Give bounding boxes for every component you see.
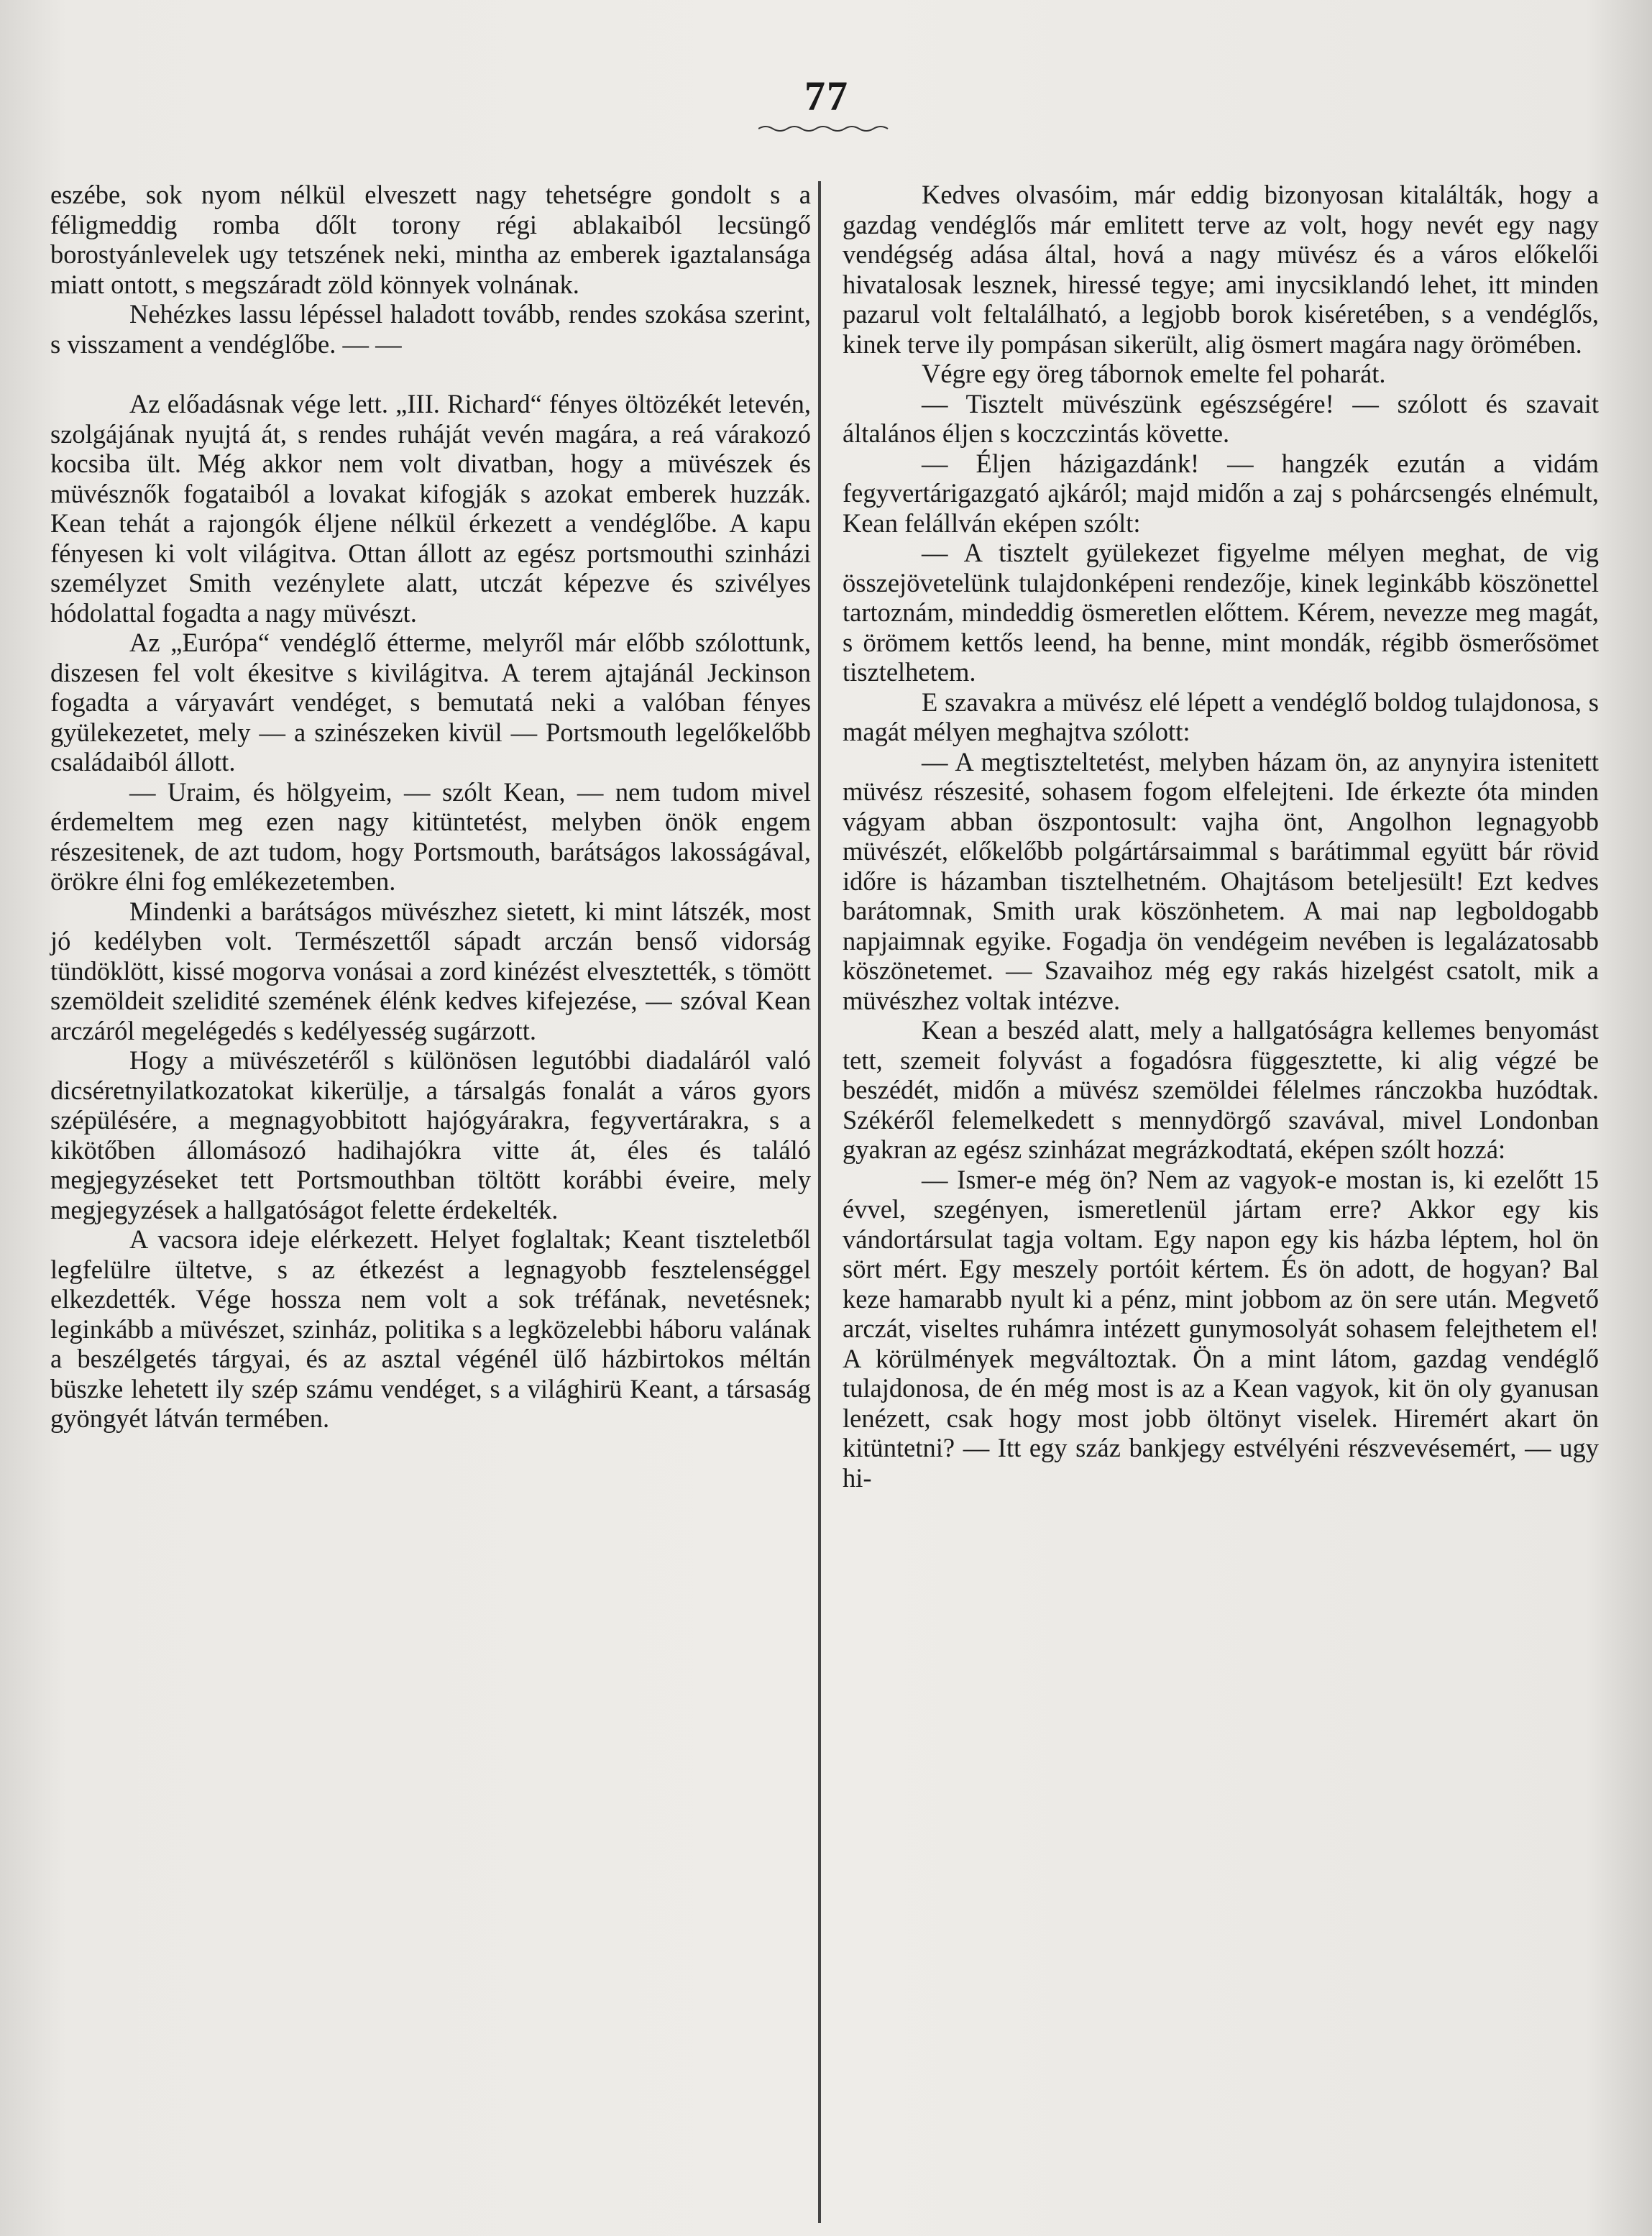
paragraph: Az előadásnak vége lett. „III. Richard“ fényes öltözékét letevén, szolgájának nyujtá át, s rendes ruháját vevén magára, a reá várakozó kocsiba ült. Még akkor nem volt divatban, hogy a müvészek és müvésznők fogataiból a lovakat kifogják s azokat emberek huzzák. Kean tehát a rajongók éljene nélkül érkezett a vendéglőbe. A kapu fényesen ki volt világitva. Ottan állott az egész portsmouthi szinházi személyzet Smith vezénylete alatt, utczát képezve és szivélyes hódolattal fogadta a nagy müvészt. (50, 389, 811, 628)
paragraph: Az „Európa“ vendéglő étterme, melyről már előbb szólottunk, diszesen fel volt ékesitve s kivilágitva. A terem ajtajánál Jeckinson fogadta a váryavárt vendéget, s bemutatá neki a valóban fényes gyülekezetet, mely — a szinészeken kivül — Portsmouth legelőkelőbb családaiból állott. (50, 628, 811, 776)
left-column (50, 180, 811, 1434)
paragraph: — Ismer-e még ön? Nem az vagyok-e mostan is, ki ezelőtt 15 évvel, szegényen, ismeretlenül jártam erre? Akkor egy kis vándortársulat tagja voltam. Egy napon egy kis házba léptem, hol ön sört mért. Egy meszely portóit kértem. És ön adott, de hogyan? Bal keze hamarabb nyult ki a pénz, mint jobbom az ön sere után. Megvető arczát, viseltes ruhámra intézett gunymosolyát sohasem felejthetem el! A körülmények megváltoztak. Ön a mint látom, gazdag vendéglő tulajdonosa, de én még most is az a Kean vagyok, kit ön oly gyanusan lenézett, csak hogy most jobb öltönyt viselek. Hiremért akart ön kitüntetni? — Itt egy száz bankjegy estvélyéni részvevésemért, — ugy hi- (843, 1164, 1599, 1493)
paragraph: A vacsora ideje elérkezett. Helyet foglaltak; Keant tiszteletből legfelülre ültetve, s az étkezést a legnagyobb fesztelenséggel elkezdették. Vége hossza nem volt a sok tréfának, nevetésnek; leginkább a müvészet, szinház, politika s a legközelebbi háboru valának a beszélgetés tárgyai, és az asztal végénél ülő házbirtokos méltán büszke lehetett ily szép számu vendéget, s a világhirü Keant, a társaság gyöngyét látván termében. (50, 1224, 811, 1433)
paragraph: Mindenki a barátságos müvészhez sietett, ki mint látszék, most jó kedélyben volt. Természettől sápadt arczán benső vidorság tündöklött, kissé mogorva vonásai a zord kinézést elvesztették, s tömött szemöldeit szelidité szemének élénk kedves kifejezése, — szóval Kean arczáról megelégedés s kedélyesség sugárzott. (50, 896, 811, 1045)
paragraph: — Éljen házigazdánk! — hangzék ezután a vidám fegyvertárigazgató ajkáról; majd midőn a zaj s pohárcsengés elnémult, Kean felállván eképen szólt: (843, 448, 1599, 538)
right-column (843, 180, 1599, 1493)
ornament-divider (758, 124, 895, 134)
paragraph: eszébe, sok nyom nélkül elveszett nagy tehetségre gondolt s a féligmeddig romba dőlt torony régi ablakaiból lecsüngő borostyánlevelek ugy tetszének neki, mintha az emberek igaztalansága miatt ontott, s megszáradt zöld könnyek volnának. (50, 180, 811, 299)
paragraph: — A megtiszteltetést, melyben házam ön, az anynyira istenitett müvész részesité, sohasem fogom elfelejteni. Ide érkezte óta minden vágyam abban öszpontosult: vajha önt, Angolhon legnagyobb müvészét, előkelőbb polgártársaimmal s barátimmal együtt bár rövid időre is házamban tisztelhetném. Ohajtásom beteljesült! Ezt kedves barátomnak, Smith urak köszönhetem. A mai nap legboldogabb napjaimnak egyike. Fogadja ön vendégeim nevében is legalázatosabb köszönetemet. — Szavaihoz még egy rakás hizelgést csatolt, mik a müvészhez voltak intézve. (843, 746, 1599, 1015)
paragraph: — A tisztelt gyülekezet figyelme mélyen meghat, de vig összejövetelünk tulajdonképeni rendezője, kinek leginkább köszönettel tartoznám, mindeddig ösmeretlen előttem. Kérem, nevezze meg magát, s örömem kettős leend, ha benne, mint mondák, régibb ösmerősömet tisztelhetem. (843, 538, 1599, 687)
paragraph: Hogy a müvészetéről s különösen legutóbbi diadaláról való dicséretnyilatkozatokat kikerülje, a társalgás fonalát a város gyors szépülésére, a megnagyobbitott hajógyárakra, fegyvertárakra, s a kikötőben állomásozó hadihajókra vitte át, éles és találó megjegyzéseket tett Portsmouthban töltött korábbi éveire, mely megjegyzések a hallgatóságot felette érdekelték. (50, 1045, 811, 1224)
column-rule (818, 181, 821, 2223)
paragraph: Kean a beszéd alatt, mely a hallgatóságra kellemes benyomást tett, szemeit folyvást a fogadósra függesztette, ki alig végzé be beszédét, midőn a müvész szemöldei félelmes ránczokba huzódtak. Székéről felemelkedett s mennydörgő szavával, mivel Londonban gyakran az egész szinházat megrázkodtatá, eképen szólt hozzá: (843, 1015, 1599, 1164)
paragraph: Nehézkes lassu lépéssel haladott tovább, rendes szokása szerint, s visszament a vendéglőbe. — — (50, 299, 811, 359)
paragraph: — Tisztelt müvészünk egészségére! — szólott és szavait általános éljen s koczczintás követte. (843, 388, 1599, 448)
paragraph: Végre egy öreg tábornok emelte fel poharát. (922, 359, 1386, 388)
page-number: 77 (804, 73, 849, 119)
paragraph: E szavakra a müvész elé lépett a vendéglő boldog tulajdonosa, s magát mélyen meghajtva szólott: (843, 687, 1599, 746)
paragraph: Kedves olvasóim, már eddig bizonyosan kitalálták, hogy a gazdag vendéglős már emlitett terve az volt, hogy nevét egy nagy vendégség adása által, hová a nagy müvész és a város előkelői hivatalosak lesznek, hiressé tegye; ami inycsiklandó lehet, itt minden pazarul volt feltalálható, a legjobb borok kiséretében, s a vendéglős, kinek terve ily pompásan sikerült, alig ösmert magára nagy örömében. (843, 180, 1599, 359)
paragraph: — Uraim, és hölgyeim, — szólt Kean, — nem tudom mivel érdemeltem meg ezen nagy kitüntetést, melyben önök engem részesitenek, de azt tudom, hogy Portsmouth, barátságos lakosságával, örökre élni fog emlékezetemben. (50, 776, 811, 896)
